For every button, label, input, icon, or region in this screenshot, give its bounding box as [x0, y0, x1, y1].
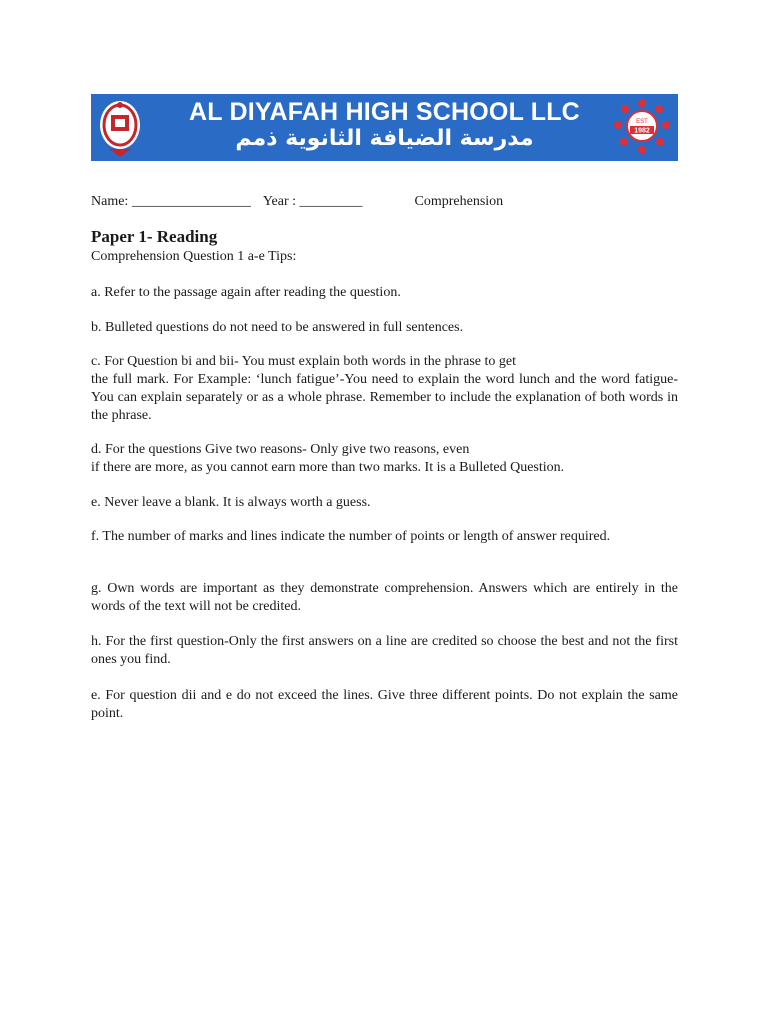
tip-d-first-line: d. For the questions Give two reasons- Only give two reasons, even	[91, 442, 470, 457]
tip-h: h. For the first question-Only the first answers on a line are credited so choose the best and not the first ones you find.	[91, 634, 678, 667]
school-name: AL DIYAFAH HIGH SCHOOL LLC	[189, 98, 580, 126]
tip-e-second: e. For question dii and e do not exceed the lines. Give three different points. Do not explain the same point.	[91, 688, 678, 721]
school-banner	[91, 94, 678, 161]
name-field: Name: _________________	[91, 194, 251, 209]
tip-f: f. The number of marks and lines indicate the number of points or length of answer required.	[91, 529, 611, 544]
badge-year: 1982	[634, 127, 650, 135]
tips-subtitle: Comprehension Question 1 a-e Tips:	[91, 249, 297, 264]
tip-d-second-line: if there are more, as you cannot earn more than two marks. It is a Bulleted Question.	[91, 460, 565, 475]
badge-est: EST	[636, 119, 648, 125]
anniversary-badge-icon	[612, 97, 672, 157]
tip-b: b. Bulleted questions do not need to be answered in full sentences.	[91, 320, 464, 335]
tip-d	[91, 441, 678, 477]
tip-a: a. Refer to the passage again after reading the question.	[91, 285, 401, 300]
paper-title: Paper 1- Reading	[91, 227, 218, 246]
year-field: Year : _________	[262, 194, 363, 209]
tip-c	[91, 353, 678, 425]
school-name-arabic: مدرسة الضيافة الثانوية ذمم	[235, 126, 534, 151]
student-info-line	[91, 194, 503, 210]
subject-label: Comprehension	[414, 194, 504, 209]
tip-g: g. Own words are important as they demonstrate comprehension. Answers which are entirely in the words of the text will not be credited.	[91, 581, 678, 614]
tip-c-rest: the full mark. For Example: ‘lunch fatigue’-You need to explain the word lunch and the word fatigue-You can explain separately or as a whole phrase. Remember to include the explanation of both words in the phrase.	[91, 372, 678, 423]
tip-e: e. Never leave a blank. It is always worth a guess.	[91, 495, 371, 510]
tip-c-first-line: c. For Question bi and bii- You must explain both words in the phrase to get	[91, 354, 517, 369]
